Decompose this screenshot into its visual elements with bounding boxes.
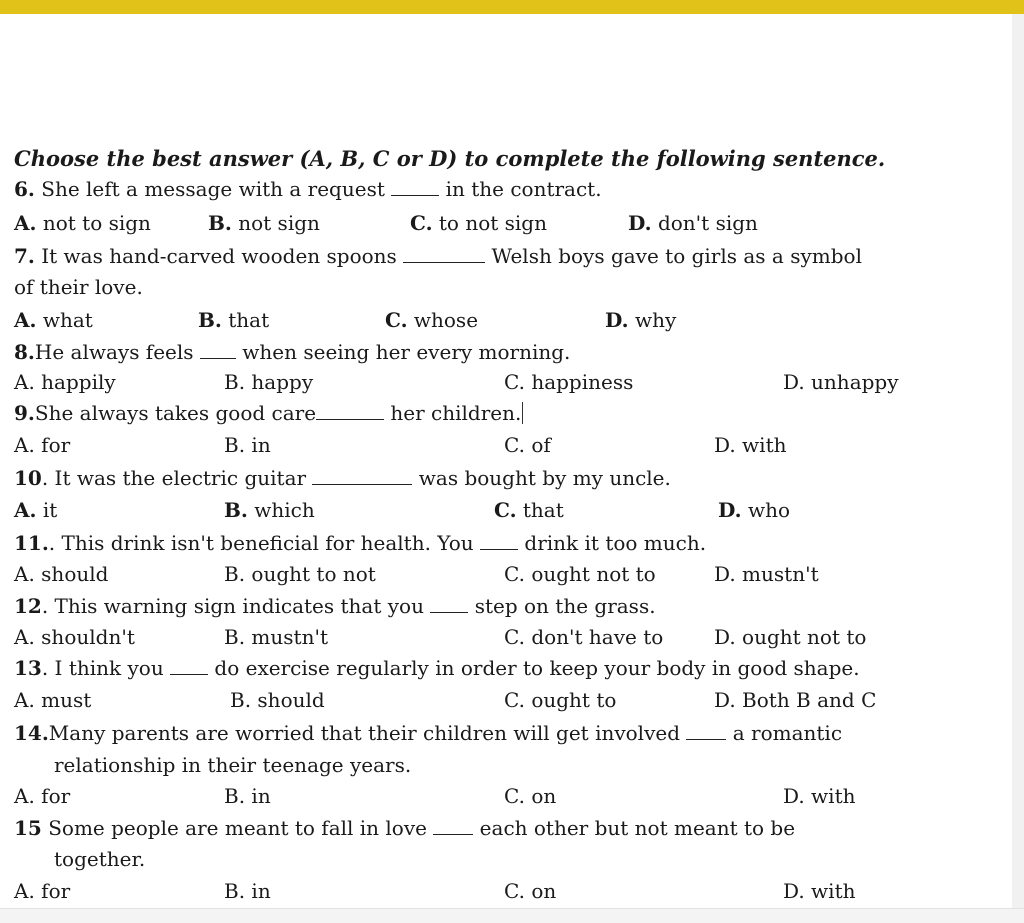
question-8 bbox=[14, 338, 974, 366]
question-text: It was hand-carved wooden spoons bbox=[34, 244, 404, 268]
option-a bbox=[14, 623, 135, 651]
question-14 bbox=[14, 719, 974, 747]
options-14 bbox=[0, 782, 1000, 810]
question-7 bbox=[14, 242, 974, 270]
question-text: Welsh boys gave to girls as a symbol bbox=[485, 244, 862, 268]
question-14-continuation: relationship in their teenage years. bbox=[54, 753, 412, 777]
option-text: on bbox=[531, 784, 557, 808]
question-text: a romantic bbox=[726, 721, 843, 745]
options-13 bbox=[0, 686, 1000, 714]
option-text: for bbox=[41, 784, 71, 808]
option-b bbox=[224, 877, 271, 905]
option-text: not to sign bbox=[42, 211, 151, 235]
option-text: not sign bbox=[238, 211, 320, 235]
option-letter: C. bbox=[504, 784, 525, 808]
option-letter: B. bbox=[230, 688, 252, 712]
question-text: was bought by my uncle. bbox=[412, 466, 671, 490]
option-a bbox=[14, 368, 116, 396]
option-letter: C. bbox=[504, 370, 525, 394]
option-text: with bbox=[742, 433, 787, 457]
instruction: Choose the best answer (A, B, C or D) to complete the following sentence. bbox=[14, 146, 886, 171]
option-letter: C. bbox=[504, 625, 525, 649]
question-13 bbox=[14, 654, 1009, 682]
question-number: 14. bbox=[14, 721, 49, 745]
option-text: happy bbox=[251, 370, 314, 394]
question-number: 15 bbox=[14, 816, 42, 840]
option-b bbox=[208, 209, 320, 237]
question-text: He always feels bbox=[34, 340, 200, 364]
option-letter: A. bbox=[14, 370, 35, 394]
option-letter: B. bbox=[224, 498, 248, 522]
option-a bbox=[14, 686, 91, 714]
option-letter: A. bbox=[14, 879, 35, 903]
option-text: ought not to bbox=[742, 625, 867, 649]
question-text: Many parents are worried that their children will get involved bbox=[48, 721, 687, 745]
question-text: . This drink isn't beneficial for health. You bbox=[48, 531, 481, 555]
option-d bbox=[714, 431, 786, 459]
option-b bbox=[224, 431, 271, 459]
option-letter: B. bbox=[198, 308, 222, 332]
option-d bbox=[783, 877, 855, 905]
answer-blank bbox=[433, 816, 473, 835]
option-b bbox=[230, 686, 325, 714]
page-right-edge bbox=[1012, 14, 1024, 923]
question-9 bbox=[14, 399, 974, 427]
option-a bbox=[14, 877, 70, 905]
question-15 bbox=[14, 814, 974, 842]
option-text: for bbox=[41, 879, 71, 903]
option-text: shouldn't bbox=[41, 625, 135, 649]
option-letter: D. bbox=[783, 370, 805, 394]
option-letter: A. bbox=[14, 625, 35, 649]
question-number: 8. bbox=[14, 340, 35, 364]
option-text: who bbox=[747, 498, 790, 522]
option-letter: C. bbox=[494, 498, 517, 522]
question-text: She always takes good care bbox=[34, 401, 317, 425]
option-c bbox=[504, 623, 663, 651]
option-d bbox=[718, 496, 790, 524]
option-c bbox=[504, 686, 616, 714]
option-a bbox=[14, 431, 70, 459]
question-text: each other but not meant to be bbox=[473, 816, 796, 840]
option-letter: C. bbox=[504, 879, 525, 903]
options-9 bbox=[0, 431, 1000, 459]
option-letter: C. bbox=[385, 308, 408, 332]
option-text: happiness bbox=[531, 370, 634, 394]
option-letter: B. bbox=[224, 370, 246, 394]
option-text: why bbox=[634, 308, 677, 332]
option-letter: A. bbox=[14, 433, 35, 457]
option-text: for bbox=[41, 433, 71, 457]
top-accent-bar bbox=[0, 0, 1024, 14]
option-text: with bbox=[811, 879, 856, 903]
option-text: in bbox=[251, 784, 271, 808]
option-text: of bbox=[531, 433, 551, 457]
question-text: . This warning sign indicates that you bbox=[41, 594, 431, 618]
question-number: 10 bbox=[14, 466, 42, 490]
option-letter: B. bbox=[224, 433, 246, 457]
option-letter: A. bbox=[14, 211, 37, 235]
option-d bbox=[783, 782, 855, 810]
option-letter: B. bbox=[224, 879, 246, 903]
option-letter: D. bbox=[783, 784, 805, 808]
text-cursor bbox=[522, 402, 523, 424]
question-number: 9. bbox=[14, 401, 35, 425]
option-text: must bbox=[41, 688, 92, 712]
option-c bbox=[504, 560, 656, 588]
options-11 bbox=[0, 560, 1000, 588]
option-text: should bbox=[41, 562, 109, 586]
option-text: don't have to bbox=[531, 625, 664, 649]
option-text: mustn't bbox=[251, 625, 328, 649]
option-c bbox=[504, 368, 633, 396]
option-letter: C. bbox=[504, 688, 525, 712]
option-text: should bbox=[257, 688, 325, 712]
option-text: with bbox=[811, 784, 856, 808]
options-12 bbox=[0, 623, 1000, 651]
option-letter: D. bbox=[714, 688, 736, 712]
option-letter: D. bbox=[605, 308, 629, 332]
option-letter: C. bbox=[504, 433, 525, 457]
option-b bbox=[224, 623, 328, 651]
option-text: to not sign bbox=[438, 211, 547, 235]
question-number: 12 bbox=[14, 594, 42, 618]
option-letter: C. bbox=[410, 211, 433, 235]
answer-blank bbox=[403, 244, 485, 263]
option-c bbox=[410, 209, 547, 237]
question-text: step on the grass. bbox=[468, 594, 656, 618]
options-10 bbox=[0, 496, 1000, 524]
option-text: what bbox=[42, 308, 93, 332]
answer-blank bbox=[200, 340, 236, 359]
answer-blank bbox=[480, 531, 518, 550]
question-text: drink it too much. bbox=[518, 531, 707, 555]
option-letter: A. bbox=[14, 688, 35, 712]
option-text: in bbox=[251, 433, 271, 457]
option-b bbox=[224, 368, 313, 396]
option-text: don't sign bbox=[657, 211, 758, 235]
question-text: Some people are meant to fall in love bbox=[41, 816, 434, 840]
option-d bbox=[714, 623, 866, 651]
option-text: that bbox=[522, 498, 564, 522]
option-a bbox=[14, 782, 70, 810]
page-bottom-edge bbox=[0, 908, 1024, 923]
question-10 bbox=[14, 464, 974, 492]
option-letter: B. bbox=[224, 625, 246, 649]
option-a bbox=[14, 306, 93, 334]
option-c bbox=[494, 496, 564, 524]
option-text: happily bbox=[41, 370, 116, 394]
option-letter: D. bbox=[628, 211, 652, 235]
question-7-continuation: of their love. bbox=[14, 275, 143, 299]
option-text: mustn't bbox=[742, 562, 819, 586]
option-d bbox=[714, 686, 876, 714]
options-7 bbox=[0, 306, 1000, 334]
option-text: unhappy bbox=[811, 370, 899, 394]
question-number: 11. bbox=[14, 531, 49, 555]
option-letter: D. bbox=[718, 498, 742, 522]
question-text: . It was the electric guitar bbox=[41, 466, 313, 490]
option-d bbox=[628, 209, 758, 237]
option-b bbox=[224, 782, 271, 810]
option-letter: A. bbox=[14, 498, 37, 522]
option-text: in bbox=[251, 879, 271, 903]
option-letter: B. bbox=[208, 211, 232, 235]
question-11 bbox=[14, 529, 974, 557]
options-8 bbox=[0, 368, 1000, 396]
option-text: ought to not bbox=[251, 562, 376, 586]
question-text: She left a message with a request bbox=[34, 177, 392, 201]
options-15 bbox=[0, 877, 1000, 905]
option-letter: D. bbox=[714, 562, 736, 586]
option-a bbox=[14, 560, 108, 588]
option-d bbox=[714, 560, 819, 588]
option-letter: C. bbox=[504, 562, 525, 586]
question-text: do exercise regularly in order to keep your body in good shape. bbox=[208, 656, 860, 680]
question-text: in the contract. bbox=[439, 177, 602, 201]
question-text: when seeing her every morning. bbox=[235, 340, 571, 364]
option-text: that bbox=[228, 308, 270, 332]
question-number: 7. bbox=[14, 244, 35, 268]
option-text: whose bbox=[413, 308, 479, 332]
question-text: . I think you bbox=[41, 656, 171, 680]
option-letter: D. bbox=[714, 433, 736, 457]
option-text: ought not to bbox=[531, 562, 656, 586]
question-number: 6. bbox=[14, 177, 35, 201]
option-d bbox=[605, 306, 676, 334]
option-letter: B. bbox=[224, 562, 246, 586]
option-letter: A. bbox=[14, 562, 35, 586]
option-text: ought to bbox=[531, 688, 617, 712]
answer-blank bbox=[391, 177, 439, 196]
option-text: Both B and C bbox=[742, 688, 877, 712]
option-a bbox=[14, 496, 57, 524]
option-text: it bbox=[42, 498, 58, 522]
option-text: on bbox=[531, 879, 557, 903]
answer-blank bbox=[316, 401, 384, 420]
option-a bbox=[14, 209, 151, 237]
option-c bbox=[385, 306, 478, 334]
question-15-continuation: together. bbox=[54, 847, 146, 871]
option-letter: D. bbox=[783, 879, 805, 903]
option-text: which bbox=[254, 498, 315, 522]
option-d bbox=[783, 368, 899, 396]
option-c bbox=[504, 431, 551, 459]
option-b bbox=[198, 306, 269, 334]
option-c bbox=[504, 782, 556, 810]
option-letter: D. bbox=[714, 625, 736, 649]
answer-blank bbox=[686, 721, 726, 740]
option-letter: A. bbox=[14, 308, 37, 332]
question-12 bbox=[14, 592, 974, 620]
option-letter: B. bbox=[224, 784, 246, 808]
option-c bbox=[504, 877, 556, 905]
question-text: her children. bbox=[384, 401, 522, 425]
options-6 bbox=[0, 209, 1000, 237]
option-b bbox=[224, 560, 376, 588]
answer-blank bbox=[312, 466, 412, 485]
question-6 bbox=[14, 175, 974, 203]
answer-blank bbox=[170, 656, 208, 675]
question-number: 13 bbox=[14, 656, 42, 680]
answer-blank bbox=[430, 594, 468, 613]
option-letter: A. bbox=[14, 784, 35, 808]
option-b bbox=[224, 496, 315, 524]
